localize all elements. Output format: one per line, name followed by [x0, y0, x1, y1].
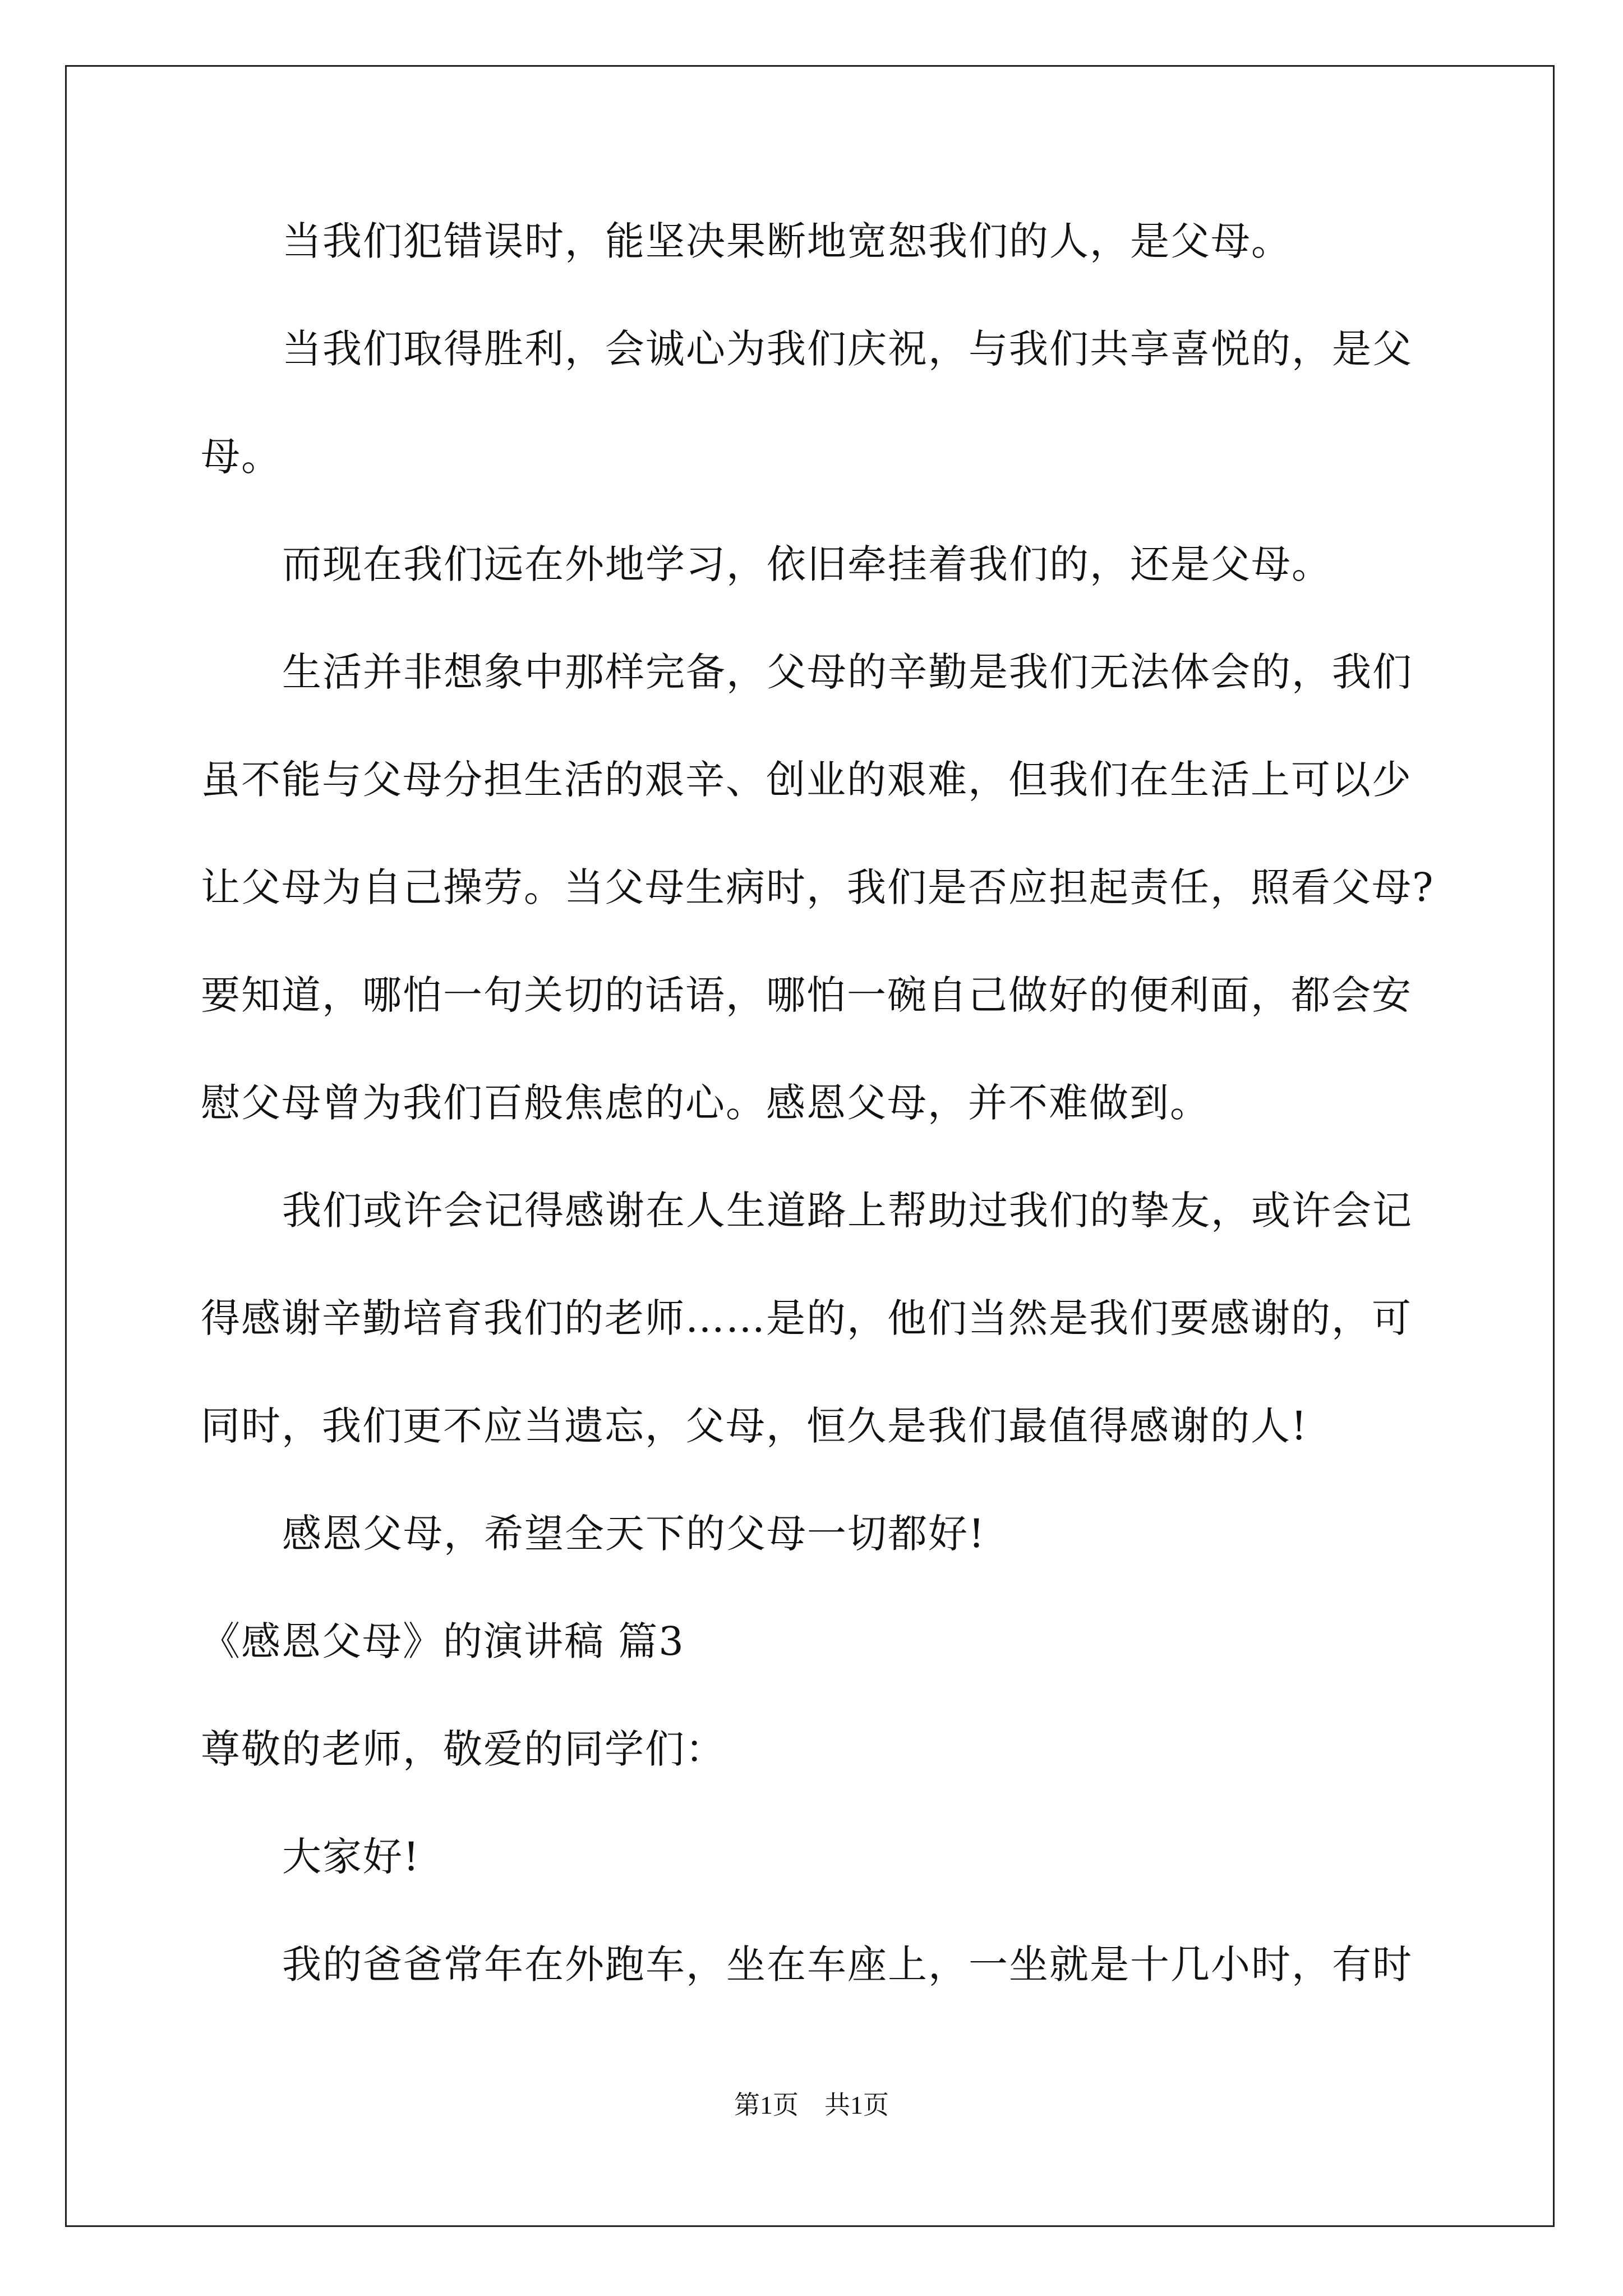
salutation: 尊敬的老师，敬爱的同学们： [201, 1726, 726, 1772]
greeting: 大家好! [282, 1834, 421, 1880]
text-line-8: 要知道，哪怕一句关切的话语，哪怕一碗自己做好的便利面，都会安 [201, 972, 1412, 1018]
page-footer: 第1页 共1页 [734, 2091, 889, 2119]
text-line-10: 我们或许会记得感谢在人生道路上帮助过我们的挚友，或许会记 [282, 1188, 1413, 1234]
text-line-4: 而现在我们远在外地学习，依旧牵挂着我们的，还是父母。 [282, 541, 1332, 587]
text-line-12: 同时，我们更不应当遗忘，父母，恒久是我们最值得感谢的人! [201, 1403, 1308, 1449]
page-border [65, 65, 1555, 2227]
text-line-7: 让父母为自己操劳。当父母生病时，我们是否应担起责任，照看父母? [201, 864, 1435, 910]
text-line-3: 母。 [201, 434, 282, 480]
text-line-13: 感恩父母，希望全天下的父母一切都好! [282, 1511, 986, 1557]
section-heading: 《感恩父母》的演讲稿 篇3 [201, 1618, 685, 1664]
text-line-17: 我的爸爸常年在外跑车，坐在车座上，一坐就是十几小时，有时 [282, 1941, 1413, 1987]
text-line-9: 慰父母曾为我们百般焦虑的心。感恩父母，并不难做到。 [201, 1080, 1210, 1126]
text-line-6: 虽不能与父母分担生活的艰辛、创业的艰难，但我们在生活上可以少 [201, 757, 1412, 803]
text-line-11: 得感谢辛勤培育我们的老师……是的，他们当然是我们要感谢的，可 [201, 1295, 1412, 1341]
text-line-5: 生活并非想象中那样完备，父母的辛勤是我们无法体会的，我们 [282, 649, 1413, 695]
text-line-1: 当我们犯错误时，能坚决果断地宽恕我们的人，是父母。 [282, 218, 1292, 264]
text-line-2: 当我们取得胜利，会诚心为我们庆祝，与我们共享喜悦的，是父 [282, 326, 1413, 372]
